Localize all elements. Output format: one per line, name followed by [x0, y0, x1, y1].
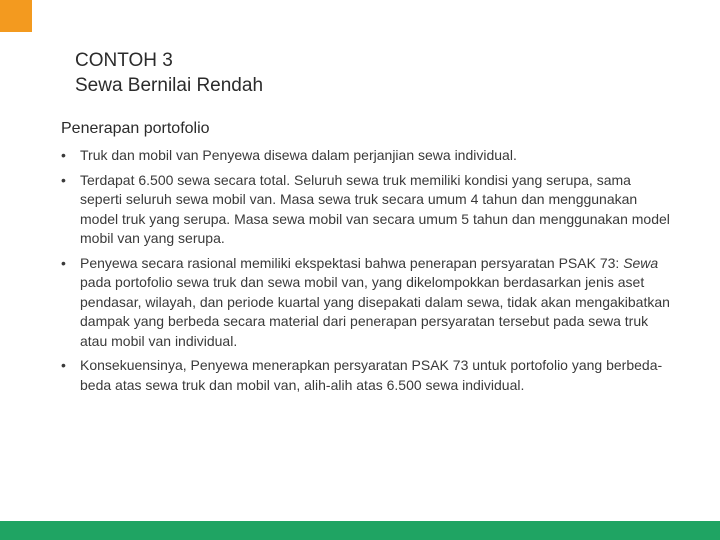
bullet-text: Konsekuensinya, Penyewa menerapkan persyaratan PSAK 73 untuk portofolio yang berbeda-beda atas sewa truk dan mobil van, alih-alih atas 6.500 sewa individual. — [80, 357, 663, 393]
bullet-list — [61, 146, 671, 400]
title-line-2: Sewa Bernilai Rendah — [75, 75, 264, 96]
bullet-text-before: Penyewa secara rasional memiliki ekspektasi bahwa penerapan persyaratan PSAK 73: — [80, 254, 624, 271]
bullet-item — [61, 171, 671, 249]
slide-subtitle: Penerapan portofolio — [61, 120, 210, 137]
bullet-text: Truk dan mobil van Penyewa disewa dalam perjanjian sewa individual. — [80, 147, 517, 163]
bullet-dot: • — [61, 254, 66, 271]
footer-bar — [0, 521, 720, 540]
bullet-item — [61, 356, 671, 395]
bullet-dot: • — [61, 147, 66, 163]
bullet-text-after: pada portofolio sewa truk dan sewa mobil van, yang dikelompokkan berdasarkan jenis aset pendasar, wilayah, dan periode kuartal yang disepakati dalam sewa, tidak akan mengakibatkan dampak yang berbeda secara material dari penerapan persyaratan tersebut pada sewa truk atau mobil van individual. — [80, 274, 670, 349]
bullet-item — [61, 146, 671, 166]
bullet-dot: • — [61, 171, 66, 188]
corner-accent — [0, 0, 32, 32]
bullet-dot: • — [61, 357, 66, 373]
bullet-text: Terdapat 6.500 sewa secara total. Seluruh sewa truk memiliki kondisi yang serupa, sama seperti seluruh sewa mobil van. Masa sewa truk secara umum 4 tahun dan menggunakan model truk yang serupa. Masa sewa mobil van secara umum 5 tahun dan menggunakan model mobil van yang serupa. — [80, 171, 670, 246]
bullet-item — [61, 254, 671, 352]
slide-title — [75, 48, 263, 98]
bullet-text-italic: Sewa — [623, 254, 659, 271]
title-line-1: CONTOH 3 — [75, 50, 173, 71]
